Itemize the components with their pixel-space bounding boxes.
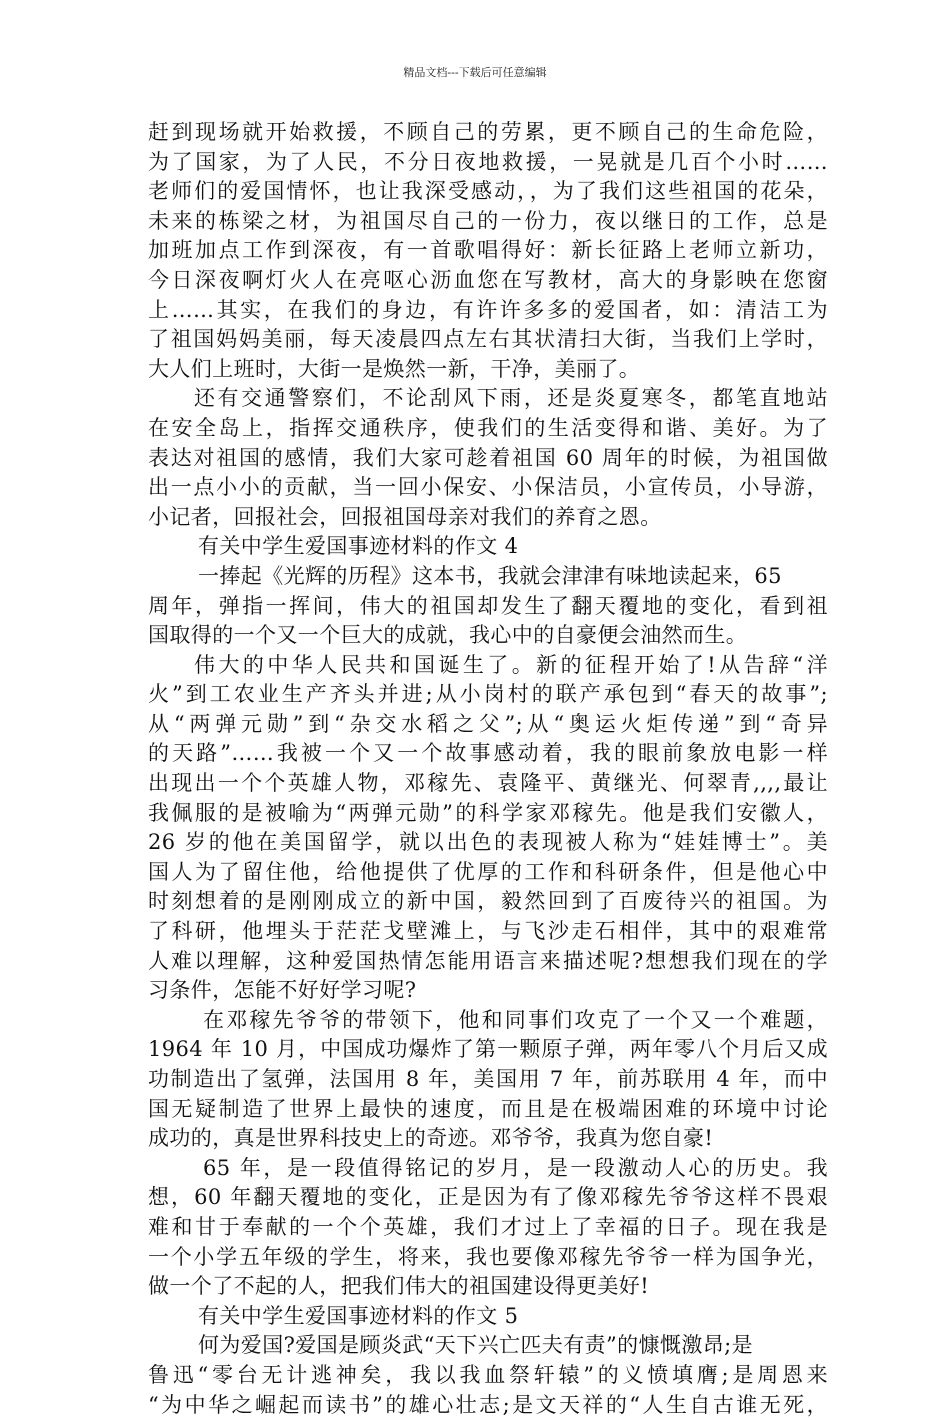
text-line: 出一点小小的贡献，当一回小保安、小保洁员，小宣传员，小导游，: [148, 475, 828, 500]
text-line: 老师们的爱国情怀，也让我深受感动，，为了我们这些祖国的花朵，: [148, 179, 828, 204]
text-line: “为中华之崛起而读书”的雄心壮志;是文天祥的“人生自古谁无死，: [148, 1392, 828, 1417]
text-line: 大人们上班时，大街一是焕然一新，干净，美丽了。: [148, 356, 641, 381]
text-line: 未来的栋梁之材，为祖国尽自己的一份力，夜以继日的工作，总是: [148, 208, 828, 233]
text-line: 还有交通警察们，不论刮风下雨，还是炎夏寒冬，都笔直地站: [194, 386, 828, 411]
text-line: 成功的，真是世界科技史上的奇迹。邓爷爷，我真为您自豪!: [148, 1126, 714, 1151]
text-line: 国人为了留住他，给他提供了优厚的工作和科研条件，但是他心中: [148, 859, 828, 884]
text-line: 从“两弹元勋”到“杂交水稻之父”;从“奥运火炬传递”到“奇异: [148, 711, 828, 736]
text-line: 想，60 年翻天覆地的变化，正是因为有了像邓稼先爷爷这样不畏艰: [148, 1185, 828, 1210]
text-line: 伟大的中华人民共和国诞生了。新的征程开始了!从告辞“洋: [194, 652, 828, 677]
text-line: 鲁迅“零台无计逃神矣，我以我血祭轩辕”的义愤填膺;是周恩来: [148, 1362, 828, 1387]
text-line: 1964 年 10 月，中国成功爆炸了第一颗原子弹，两年零八个月后又成: [148, 1037, 828, 1062]
text-line: 65 年，是一段值得铭记的岁月，是一段激动人心的历史。我: [203, 1155, 828, 1180]
text-line: 今日深夜啊灯火人在亮呕心沥血您在写教材，高大的身影映在您窗: [148, 267, 828, 292]
text-line: 了科研，他埋头于茫茫戈壁滩上，与飞沙走石相伴，其中的艰难常: [148, 919, 828, 944]
text-line: 小记者，回报社会，回报祖国母亲对我们的养育之恩。: [148, 504, 662, 529]
text-line: 赶到现场就开始救援，不顾自己的劳累，更不顾自己的生命危险，: [148, 120, 828, 144]
text-line: 为了国家，为了人民，不分日夜地救援，一晃就是几百个小时……: [148, 149, 828, 174]
text-line: 加班加点工作到深夜，有一首歌唱得好：新长征路上老师立新功，: [148, 238, 828, 263]
text-line: 人难以理解，这种爱国热情怎能用语言来描述呢?想想我们现在的学: [148, 948, 828, 973]
text-line: 出现出一个个英雄人物，邓稼先、袁隆平、黄继光、何翠青,,,,最让: [148, 771, 828, 796]
text-line: 时刻想着的是刚刚成立的新中国，毅然回到了百废待兴的祖国。为: [148, 889, 828, 914]
text-line: 国无疑制造了世界上最快的速度，而且是在极端困难的环境中讨论: [148, 1096, 828, 1121]
text-line: 了祖国妈妈美丽，每天凌晨四点左右其状清扫大街，当我们上学时，: [148, 327, 828, 352]
text-line: 我佩服的是被喻为“两弹元勋”的科学家邓稼先。他是我们安徽人，: [148, 800, 828, 825]
text-line: 何为爱国?爱国是顾炎武“天下兴亡匹夫有责”的慷慨激昂;是: [198, 1333, 754, 1358]
document-body: [148, 118, 828, 1420]
text-line: 火”到工农业生产齐头并进;从小岗村的联产承包到“春天的故事”;: [148, 682, 828, 707]
section-heading: 有关中学生爱国事迹材料的作文 4: [198, 534, 519, 559]
text-line: 习条件，怎能不好好学习呢?: [148, 978, 417, 1003]
text-line: 上……其实，在我们的身边，有许许多多的爱国者，如：清洁工为: [148, 297, 828, 322]
text-line: 周年，弹指一挥间，伟大的祖国却发生了翻天覆地的变化，看到祖: [148, 593, 828, 618]
text-line: 的天路”……我被一个又一个故事感动着，我的眼前象放电影一样: [148, 741, 828, 766]
text-line: 功制造出了氢弹，法国用 8 年，美国用 7 年，前苏联用 4 年，而中: [148, 1067, 828, 1091]
text-line: 一个小学五年级的学生，将来，我也要像邓稼先爷爷一样为国争光，: [148, 1244, 828, 1269]
section-heading: 有关中学生爱国事迹材料的作文 5: [198, 1303, 519, 1328]
text-line: 在安全岛上，指挥交通秩序，使我们的生活变得和谐、美好。为了: [148, 415, 828, 440]
text-line: 国取得的一个又一个巨大的成就，我心中的自豪便会油然而生。: [148, 623, 748, 648]
text-line: 26 岁的他在美国留学，就以出色的表现被人称为“娃娃博士”。美: [148, 830, 828, 855]
text-line: 表达对祖国的感情，我们大家可趁着祖国 60 周年的时候，为祖国做: [148, 445, 828, 470]
text-line: 在邓稼先爷爷的带领下，他和同事们攻克了一个又一个难题，: [203, 1007, 828, 1032]
page-header: 精品文档---下载后可任意编辑: [403, 66, 547, 79]
text-line: 一捧起《光辉的历程》这本书，我就会津津有味地读起来，65: [198, 563, 782, 588]
text-line: 难和甘于奉献的一个个英雄，我们才过上了幸福的日子。现在我是: [148, 1214, 828, 1239]
text-line: 做一个了不起的人，把我们伟大的祖国建设得更美好!: [148, 1274, 650, 1299]
